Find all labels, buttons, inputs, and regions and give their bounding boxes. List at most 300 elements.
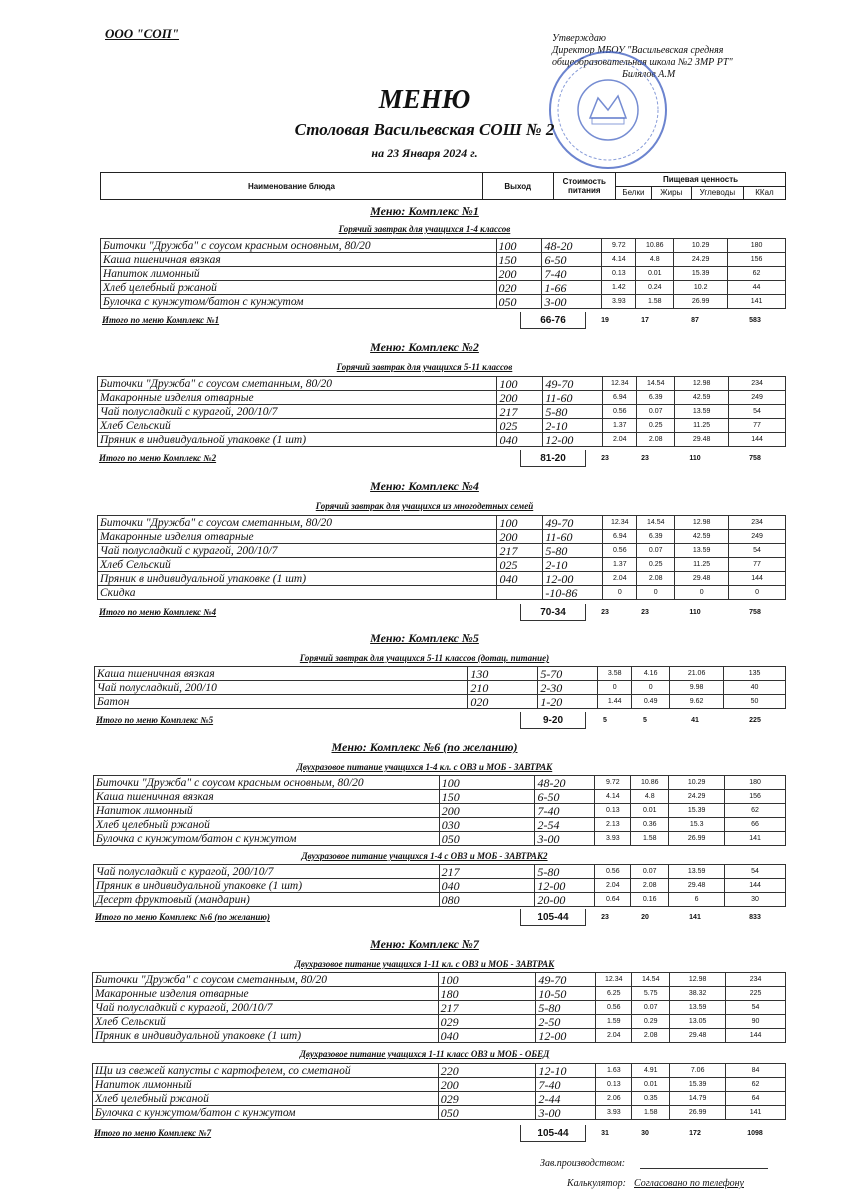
menu-rows: [93, 973, 786, 1043]
dish-name: Каша пшеничная вязкая: [94, 790, 440, 804]
approval-line-2: Директор МБОУ "Васильевская средняя: [552, 45, 724, 56]
dish-proteins: 0.13: [602, 267, 636, 281]
total-row: [97, 450, 786, 467]
total-row: [93, 909, 786, 926]
dish-fats: 0.36: [631, 818, 669, 832]
total-spacer: [470, 450, 521, 467]
dish-kcal: 234: [726, 973, 786, 987]
dish-carbs: 21.06: [670, 667, 724, 681]
dish-name: Чай полусладкий с курагой, 200/10/7: [98, 405, 497, 419]
menu-row: [93, 1078, 786, 1092]
dish-kcal: 54: [725, 865, 786, 879]
dish-price: 49-70: [536, 973, 596, 987]
dish-fats: 10.86: [631, 776, 669, 790]
dish-carbs: 29.48: [669, 879, 725, 893]
dish-kcal: 234: [729, 516, 786, 530]
dish-price: 12-00: [543, 572, 603, 586]
menu-table: [92, 1063, 786, 1120]
dish-price: 5-80: [543, 405, 603, 419]
dish-price: 20-00: [535, 893, 595, 907]
menu-table: [94, 666, 786, 709]
dish-price: 2-10: [543, 558, 603, 572]
dish-price: 3-00: [535, 832, 595, 846]
dish-name: Чай полусладкий с курагой, 200/10/7: [93, 1001, 439, 1015]
dish-name: Булочка с кунжутом/батон с кунжутом: [101, 295, 497, 309]
dish-fats: 0.35: [632, 1092, 670, 1106]
dish-price: 5-70: [538, 667, 598, 681]
menu-row: [93, 1092, 786, 1106]
dish-carbs: 26.99: [669, 832, 725, 846]
dish-output: 210: [468, 681, 538, 695]
total-spacer: [470, 1125, 521, 1142]
menu-table: [100, 238, 786, 309]
header-output: Выход: [482, 173, 553, 200]
dish-output: 180: [438, 987, 536, 1001]
menu-row: [94, 865, 786, 879]
section-title: Меню: Комплекс №5: [370, 631, 479, 645]
dish-kcal: 62: [728, 267, 786, 281]
dish-name: Щи из свежей капусты с картофелем, со сметаной: [93, 1064, 439, 1078]
dish-name: Биточки "Дружба" с соусом красным основным, 80/20: [101, 239, 497, 253]
dish-price: 2-44: [536, 1092, 596, 1106]
menu-row: [94, 893, 786, 907]
dish-proteins: 0.56: [603, 405, 637, 419]
total-proteins: 31: [601, 1129, 609, 1137]
total-price: 9-20: [521, 712, 586, 729]
dish-carbs: 38.32: [670, 987, 726, 1001]
total-price: 81-20: [521, 450, 586, 467]
dish-proteins: 2.04: [596, 1029, 632, 1043]
dish-output: 217: [497, 405, 543, 419]
total-carbs: 87: [691, 316, 699, 324]
menu-table: [97, 515, 786, 600]
dish-price: 5-80: [543, 544, 603, 558]
menu-row: [94, 804, 786, 818]
dish-output: 217: [497, 544, 543, 558]
menu-row: [94, 818, 786, 832]
page-title: МЕНЮ: [378, 84, 471, 114]
dish-kcal: 77: [729, 419, 786, 433]
dish-proteins: 12.34: [603, 377, 637, 391]
total-price: 105-44: [521, 909, 586, 926]
dish-output: 030: [439, 818, 535, 832]
dish-name: Чай полусладкий с курагой, 200/10/7: [98, 544, 497, 558]
dish-price: 1-66: [542, 281, 602, 295]
dish-name: Хлеб Сельский: [93, 1015, 439, 1029]
dish-proteins: 0: [603, 586, 637, 600]
dish-kcal: 141: [728, 295, 786, 309]
dish-output: 029: [438, 1015, 536, 1029]
dish-name: Макаронные изделия отварные: [98, 391, 497, 405]
dish-price: 7-40: [535, 804, 595, 818]
menu-table: [92, 972, 786, 1043]
menu-row: [98, 586, 786, 600]
total-proteins: 5: [603, 716, 607, 724]
dish-kcal: 141: [725, 832, 786, 846]
total-kcal: 583: [749, 316, 761, 324]
dish-kcal: 249: [729, 391, 786, 405]
total-carbs: 172: [689, 1129, 701, 1137]
dish-carbs: 15.3: [669, 818, 725, 832]
header-name: Наименование блюда: [101, 173, 483, 200]
dish-proteins: 9.72: [595, 776, 631, 790]
menu-rows: [94, 776, 786, 846]
dish-proteins: 0.64: [595, 893, 631, 907]
dish-carbs: 13.59: [675, 544, 729, 558]
dish-fats: 10.86: [636, 239, 674, 253]
dish-price: 5-80: [535, 865, 595, 879]
dish-name: Напиток лимонный: [94, 804, 440, 818]
approval-line-1: Утверждаю: [552, 33, 606, 44]
header-kcal: ККал: [743, 186, 785, 200]
dish-output: 020: [468, 695, 538, 709]
dish-price: 12-00: [536, 1029, 596, 1043]
dish-fats: 6.39: [637, 391, 675, 405]
dish-fats: 14.54: [632, 973, 670, 987]
dish-fats: 2.08: [637, 433, 675, 447]
dish-output: 217: [438, 1001, 536, 1015]
dish-kcal: 84: [726, 1064, 786, 1078]
dish-carbs: 15.39: [670, 1078, 726, 1092]
menu-row: [98, 405, 786, 419]
dish-price: 12-00: [543, 433, 603, 447]
dish-kcal: 90: [726, 1015, 786, 1029]
total-kcal: 1098: [747, 1129, 763, 1137]
dish-name: Макаронные изделия отварные: [93, 987, 439, 1001]
dish-kcal: 30: [725, 893, 786, 907]
total-label: Итого по меню Комплекс №2: [99, 453, 217, 464]
section-title: Меню: Комплекс №4: [370, 479, 479, 493]
dish-name: Каша пшеничная вязкая: [95, 667, 468, 681]
menu-row: [98, 391, 786, 405]
menu-rows: [93, 1064, 786, 1120]
dish-fats: 2.08: [632, 1029, 670, 1043]
dish-kcal: 66: [725, 818, 786, 832]
total-label: Итого по меню Комплекс №5: [96, 715, 214, 726]
menu-row: [98, 572, 786, 586]
dish-proteins: 9.72: [602, 239, 636, 253]
dish-fats: 0.07: [637, 405, 675, 419]
approval-line-3: общеобразовательная школа №2 ЗМР РТ": [552, 57, 733, 68]
dish-carbs: 14.79: [670, 1092, 726, 1106]
dish-kcal: 50: [724, 695, 786, 709]
dish-output: 050: [496, 295, 542, 309]
menu-rows: [98, 377, 786, 447]
menu-row: [95, 695, 786, 709]
dish-output: 050: [439, 832, 535, 846]
dish-kcal: 156: [728, 253, 786, 267]
total-spacer: [470, 909, 521, 926]
dish-name: Пряник в индивидуальной упаковке (1 шт): [98, 572, 497, 586]
total-price: 66-76: [521, 312, 586, 329]
menu-row: [98, 558, 786, 572]
menu-rows: [94, 865, 786, 907]
dish-carbs: 10.29: [669, 776, 725, 790]
dish-fats: 2.08: [631, 879, 669, 893]
dish-price: 12-00: [535, 879, 595, 893]
dish-name: Напиток лимонный: [93, 1078, 439, 1092]
dish-price: 6-50: [535, 790, 595, 804]
section-title: Меню: Комплекс №7: [370, 937, 479, 951]
dish-proteins: 0.56: [603, 544, 637, 558]
dish-kcal: 156: [725, 790, 786, 804]
dish-proteins: 2.06: [596, 1092, 632, 1106]
section-title: Меню: Комплекс №6 (по желанию): [331, 740, 518, 754]
dish-output: 200: [438, 1078, 536, 1092]
dish-output: 040: [438, 1029, 536, 1043]
dish-fats: 0.29: [632, 1015, 670, 1029]
dish-proteins: 2.04: [595, 879, 631, 893]
canteen-name: Столовая Васильевская СОШ № 2: [294, 120, 555, 139]
total-row: [97, 604, 786, 621]
dish-price: 2-30: [538, 681, 598, 695]
dish-proteins: 0: [598, 681, 632, 695]
section-title: Меню: Комплекс №2: [370, 340, 479, 354]
dish-carbs: 26.99: [670, 1106, 726, 1120]
dish-output: 080: [439, 893, 535, 907]
dish-kcal: 180: [728, 239, 786, 253]
menu-table: [93, 864, 786, 907]
total-spacer: [470, 604, 521, 621]
dish-proteins: 2.04: [603, 572, 637, 586]
dish-carbs: 13.05: [670, 1015, 726, 1029]
dish-name: Булочка с кунжутом/батон с кунжутом: [94, 832, 440, 846]
dish-proteins: 1.42: [602, 281, 636, 295]
group-subtitle: Горячий завтрак для учащихся 5-11 классов (дотац. питание): [299, 653, 550, 663]
dish-carbs: 9.62: [670, 695, 724, 709]
dish-proteins: 4.14: [595, 790, 631, 804]
dish-fats: 0.01: [631, 804, 669, 818]
dish-proteins: 0.13: [595, 804, 631, 818]
dish-price: 5-80: [536, 1001, 596, 1015]
dish-output: 025: [497, 419, 543, 433]
dish-price: 7-40: [536, 1078, 596, 1092]
dish-output: 029: [438, 1092, 536, 1106]
group-subtitle: Горячий завтрак для учащихся из многодетных семей: [315, 501, 534, 511]
menu-row: [98, 419, 786, 433]
dish-output: 100: [497, 516, 543, 530]
dish-proteins: 3.58: [598, 667, 632, 681]
dish-kcal: 144: [729, 433, 786, 447]
dish-proteins: 2.13: [595, 818, 631, 832]
dish-price: 2-50: [536, 1015, 596, 1029]
dish-fats: 0.25: [637, 419, 675, 433]
total-row: [92, 1125, 786, 1142]
dish-output: 040: [439, 879, 535, 893]
dish-proteins: 1.59: [596, 1015, 632, 1029]
dish-proteins: 2.04: [603, 433, 637, 447]
dish-output: [497, 586, 543, 600]
dish-kcal: 144: [726, 1029, 786, 1043]
dish-price: 48-20: [542, 239, 602, 253]
total-proteins: 23: [601, 913, 609, 921]
dish-price: 11-60: [543, 530, 603, 544]
dish-name: Биточки "Дружба" с соусом красным основным, 80/20: [94, 776, 440, 790]
dish-kcal: 77: [729, 558, 786, 572]
total-carbs: 41: [691, 716, 699, 724]
dish-carbs: 10.29: [674, 239, 728, 253]
dish-price: 3-00: [536, 1106, 596, 1120]
dish-output: 050: [438, 1106, 536, 1120]
dish-output: 130: [468, 667, 538, 681]
manager-label: Зав.производством:: [540, 1158, 626, 1169]
group-subtitle: Горячий завтрак для учащихся 1-4 классов: [338, 224, 511, 234]
dish-carbs: 13.59: [669, 865, 725, 879]
dish-kcal: 44: [728, 281, 786, 295]
dish-fats: 0: [632, 681, 670, 695]
dish-kcal: 62: [726, 1078, 786, 1092]
menu-row: [98, 544, 786, 558]
dish-proteins: 3.93: [602, 295, 636, 309]
dish-price: 48-20: [535, 776, 595, 790]
menu-table: [97, 376, 786, 447]
dish-carbs: 9.98: [670, 681, 724, 695]
menu-date: на 23 Января 2024 г.: [371, 146, 478, 160]
menu-row: [94, 832, 786, 846]
dish-output: 200: [439, 804, 535, 818]
dish-kcal: 144: [729, 572, 786, 586]
dish-proteins: 0.56: [596, 1001, 632, 1015]
total-spacer: [470, 712, 521, 729]
menu-table: [93, 775, 786, 846]
dish-name: Хлеб Сельский: [98, 419, 497, 433]
dish-carbs: 29.48: [675, 572, 729, 586]
header-carbs: Углеводы: [691, 186, 743, 200]
menu-row: [101, 281, 786, 295]
dish-proteins: 3.93: [596, 1106, 632, 1120]
dish-carbs: 7.06: [670, 1064, 726, 1078]
dish-proteins: 4.14: [602, 253, 636, 267]
dish-name: Скидка: [98, 586, 497, 600]
dish-fats: 4.8: [631, 790, 669, 804]
menu-row: [98, 433, 786, 447]
menu-row: [101, 267, 786, 281]
dish-kcal: 180: [725, 776, 786, 790]
dish-name: Каша пшеничная вязкая: [101, 253, 497, 267]
dish-kcal: 144: [725, 879, 786, 893]
dish-name: Батон: [95, 695, 468, 709]
total-proteins: 19: [601, 316, 609, 324]
dish-fats: 0.16: [631, 893, 669, 907]
dish-name: Хлеб целебный ржаной: [94, 818, 440, 832]
dish-carbs: 29.48: [670, 1029, 726, 1043]
menu-row: [93, 973, 786, 987]
dish-proteins: 6.25: [596, 987, 632, 1001]
dish-name: Булочка с кунжутом/батон с кунжутом: [93, 1106, 439, 1120]
menu-row: [95, 667, 786, 681]
dish-kcal: 54: [729, 405, 786, 419]
dish-fats: 0.07: [631, 865, 669, 879]
calculator-label: Калькулятор:: [567, 1178, 626, 1189]
dish-price: 49-70: [543, 377, 603, 391]
total-fats: 20: [641, 913, 649, 921]
header-nutrition: Пищевая ценность: [616, 173, 786, 187]
dish-kcal: 141: [726, 1106, 786, 1120]
dish-output: 200: [497, 391, 543, 405]
dish-name: Макаронные изделия отварные: [98, 530, 497, 544]
dish-carbs: 12.98: [670, 973, 726, 987]
dish-fats: 14.54: [637, 377, 675, 391]
dish-carbs: 11.25: [675, 558, 729, 572]
dish-fats: 4.16: [632, 667, 670, 681]
total-fats: 17: [641, 316, 649, 324]
group-subtitle: Двухразовое питание учащихся 1-4 кл. с ОВЗ и МОБ - ЗАВТРАК: [296, 762, 553, 772]
total-carbs: 141: [689, 913, 701, 921]
dish-name: Биточки "Дружба" с соусом сметанным, 80/20: [98, 516, 497, 530]
dish-proteins: 6.94: [603, 391, 637, 405]
group-subtitle: Двухразовое питание учащихся 1-11 класс ОВЗ и МОБ - ОБЕД: [299, 1049, 550, 1059]
dish-name: Пряник в индивидуальной упаковке (1 шт): [93, 1029, 439, 1043]
dish-proteins: 1.44: [598, 695, 632, 709]
menu-row: [93, 1029, 786, 1043]
dish-name: Чай полусладкий с курагой, 200/10/7: [94, 865, 440, 879]
dish-fats: 0.07: [637, 544, 675, 558]
header-proteins: Белки: [616, 186, 652, 200]
dish-kcal: 62: [725, 804, 786, 818]
dish-kcal: 54: [729, 544, 786, 558]
dish-output: 100: [438, 973, 536, 987]
menu-row: [93, 1106, 786, 1120]
dish-name: Пряник в индивидуальной упаковке (1 шт): [94, 879, 440, 893]
dish-fats: 4.91: [632, 1064, 670, 1078]
dish-kcal: 249: [729, 530, 786, 544]
organization-name: ООО "СОП": [105, 26, 180, 41]
dish-proteins: 12.34: [603, 516, 637, 530]
dish-carbs: 24.29: [674, 253, 728, 267]
dish-price: 10-50: [536, 987, 596, 1001]
dish-carbs: 13.59: [675, 405, 729, 419]
dish-proteins: 1.37: [603, 419, 637, 433]
dish-carbs: 26.99: [674, 295, 728, 309]
dish-kcal: 234: [729, 377, 786, 391]
dish-proteins: 1.37: [603, 558, 637, 572]
dish-output: 100: [497, 377, 543, 391]
total-kcal: 758: [749, 454, 761, 462]
dish-name: Чай полусладкий, 200/10: [95, 681, 468, 695]
dish-carbs: 10.2: [674, 281, 728, 295]
dish-kcal: 0: [729, 586, 786, 600]
total-price: 105-44: [521, 1125, 586, 1142]
dish-proteins: 3.93: [595, 832, 631, 846]
total-kcal: 225: [749, 716, 761, 724]
group-subtitle: Горячий завтрак для учащихся 5-11 классов: [336, 362, 513, 372]
total-row: [94, 712, 786, 729]
dish-carbs: 12.98: [675, 516, 729, 530]
total-fats: 23: [641, 608, 649, 616]
dish-fats: 0.01: [632, 1078, 670, 1092]
menu-row: [101, 239, 786, 253]
dish-fats: 5.75: [632, 987, 670, 1001]
total-fats: 5: [643, 716, 647, 724]
dish-fats: 0.07: [632, 1001, 670, 1015]
total-spacer: [470, 312, 521, 329]
dish-fats: 0.01: [636, 267, 674, 281]
menu-row: [95, 681, 786, 695]
menu-row: [98, 516, 786, 530]
menu-row: [98, 377, 786, 391]
menu-row: [94, 776, 786, 790]
group-subtitle: Двухразовое питание учащихся 1-11 кл. с ОВЗ и МОБ - ЗАВТРАК: [294, 959, 555, 969]
total-label: Итого по меню Комплекс №7: [94, 1128, 212, 1139]
dish-price: 7-40: [542, 267, 602, 281]
dish-carbs: 0: [675, 586, 729, 600]
menu-row: [98, 530, 786, 544]
dish-price: 2-10: [543, 419, 603, 433]
dish-output: 200: [497, 530, 543, 544]
dish-price: 12-10: [536, 1064, 596, 1078]
total-fats: 23: [641, 454, 649, 462]
dish-proteins: 0.13: [596, 1078, 632, 1092]
